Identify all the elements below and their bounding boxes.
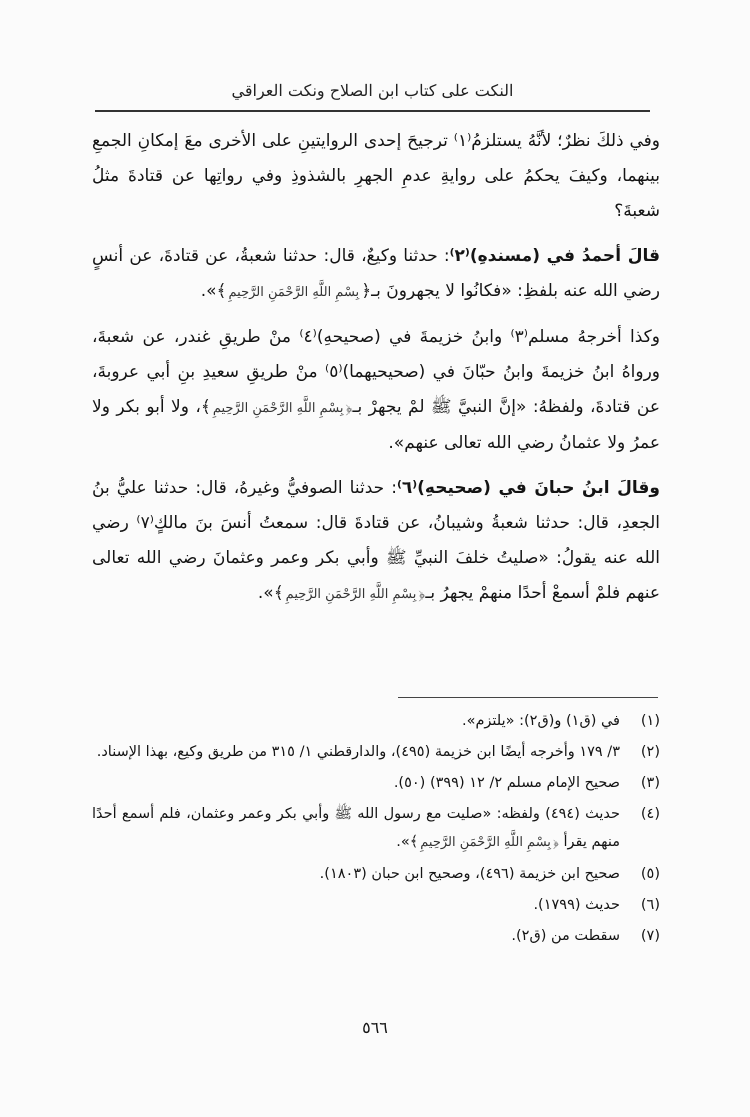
footnote-body: صحيح ابن خزيمة (٤٩٦)، وصحيح ابن حبان (١٨٠٣). <box>319 866 620 882</box>
footnote-number: (٢) <box>640 744 660 760</box>
footnote-body: ٣/ ١٧٩ وأخرجه أيضًا ابن خزيمة (٤٩٥)، والدارقطني ١/ ٣١٥ من طريق وكيع، بهذا الإسناد. <box>96 744 620 760</box>
paragraph-tail: ﴾، ولا أبو بكر ولا عمرُ ولا عثمانُ رضي الله تعالى عنهم». <box>92 397 660 453</box>
footnote-2 <box>92 738 660 766</box>
footnote-body: في (ق١) و(ق٢): «يلتزم». <box>461 713 620 729</box>
paragraph-lead: قالَ أحمدُ في (مسندهِ)⁽٢⁾ <box>449 246 660 266</box>
paragraph-text: : حدثنا وكيعٌ، قال: حدثنا شعبةُ، عن قتادةَ، عن أنسٍ رضي الله عنه بلفظِ: «فكانُوا لا يجهرونَ بـ﴿ <box>92 246 660 301</box>
footnote-separator <box>398 697 658 698</box>
page-number: ٥٦٦ <box>362 1018 388 1037</box>
paragraph-tail: ﴾». <box>200 281 227 301</box>
footnote-4 <box>92 800 660 857</box>
basmala: بِسْمِ اللَّهِ الرَّحْمَنِ الرَّحِيمِ <box>420 835 551 850</box>
basmala: بِسْمِ اللَّهِ الرَّحْمَنِ الرَّحِيمِ <box>228 285 360 300</box>
paragraph-4 <box>92 471 660 612</box>
footnote-number: (٥) <box>640 866 660 882</box>
footnote-number: (٣) <box>640 775 660 791</box>
footnote-text <box>92 860 620 888</box>
paragraph-1 <box>92 124 660 229</box>
footnote-7 <box>92 922 660 950</box>
basmala: بِسْمِ اللَّهِ الرَّحْمَنِ الرَّحِيمِ <box>285 587 417 602</box>
paragraph-2 <box>92 239 660 310</box>
footnote-text <box>92 891 620 919</box>
footnote-number: (٦) <box>640 897 660 913</box>
book-title: النكت على كتاب ابن الصلاح ونكت العراقي <box>231 81 514 100</box>
footnote-text <box>92 707 620 735</box>
footnote-text <box>92 922 620 950</box>
footnote-body: حديث (١٧٩٩). <box>533 897 620 913</box>
paragraph-tail: ﴾». <box>257 583 284 603</box>
footnote-text <box>92 738 620 766</box>
paragraph-text: وفي ذلكَ نظرٌ؛ لأنَّهُ يستلزمُ⁽١⁾ ترجيحَ إحدى الروايتينِ على الأخرى معَ إمكانِ الجمعِ بينهما، وكيفَ يحكمُ على روايةِ عدمِ الجهرِ بالشذوذِ وفي رواتِها عن قتادةَ مثلُ شعبةَ؟ <box>92 131 660 221</box>
footnote-number: (١) <box>640 713 660 729</box>
footnote-text <box>92 800 620 857</box>
footnote-1 <box>92 707 660 735</box>
paragraph-lead: وقالَ ابنُ حبانَ في (صحيحهِ)⁽٦⁾ <box>396 478 660 498</box>
paragraph-text: وكذا أخرجهُ مسلم⁽٣⁾ وابنُ خزيمةَ في (صحيحهِ)⁽٤⁾ منْ طريقِ غندر، عن شعبةَ، ورواهُ ابنُ خزيمةَ وابنُ حبّانَ في (صحيحيهما)⁽٥⁾ منْ طريقِ سعيدِ بنِ أبي عروبةَ، عن قتادةَ، ولفظهُ: «إنَّ النبيَّ ﷺ لمْ يجهرْ بـ﴿ <box>92 327 660 417</box>
footnotes <box>92 707 660 950</box>
header-rule <box>95 110 650 112</box>
paragraph-3 <box>92 320 660 461</box>
paragraph-text: : حدثنا الصوفيُّ وغيرهُ، قال: حدثنا عليُّ بنُ الجعدِ، قال: حدثنا شعبةُ وشيبانُ، عن قتادةَ قال: سمعتُ أنسَ بنَ مالكٍ⁽٧⁾ رضي الله عنه يقولُ: «صليتُ خلفَ النبيِّ ﷺ وأبي بكر وعمر وعثمانَ رضي الله تعالى عنهم فلمْ أسمعْ أحدًا منهمْ يجهرُ بـ﴿ <box>92 478 660 603</box>
main-text <box>92 124 660 612</box>
footnote-body: حديث (٤٩٤) ولفظه: «صليت مع رسول الله ﷺ وأبي بكر وعمر وعثمان، فلم أسمع أحدًا منهم يقرأ ﴿ <box>92 806 620 850</box>
footnote-5 <box>92 860 660 888</box>
footnote-text <box>92 769 620 797</box>
footnote-body: صحيح الإمام مسلم ٢/ ١٢ (٣٩٩) (٥٠). <box>393 775 620 791</box>
footnote-body: سقطت من (ق٢). <box>511 928 620 944</box>
footnote-tail: ﴾». <box>396 834 419 850</box>
footnote-3 <box>92 769 660 797</box>
footnote-number: (٤) <box>640 806 660 822</box>
footnote-number: (٧) <box>640 928 660 944</box>
running-header <box>95 78 650 112</box>
footnote-6 <box>92 891 660 919</box>
basmala: بِسْمِ اللَّهِ الرَّحْمَنِ الرَّحِيمِ <box>212 401 344 416</box>
